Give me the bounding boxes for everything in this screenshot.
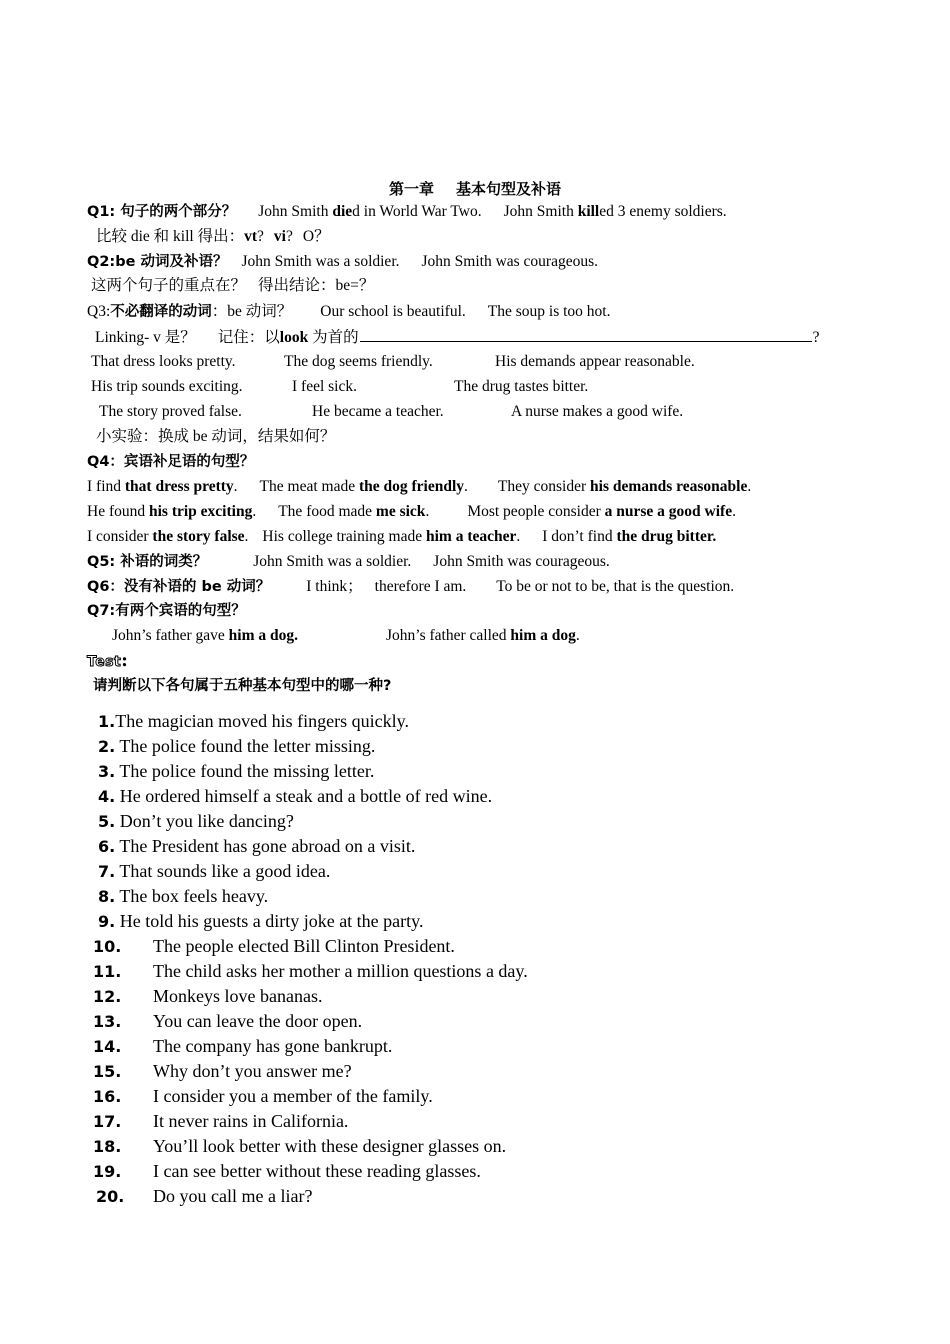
q6-label: Q6：没有补语的 be 动词？ <box>87 579 271 595</box>
list-item: 2. The police found the letter missing. <box>98 736 376 756</box>
q1-line: Q1: 句子的两个部分？ John Smith died in World War Two. John Smith killed 3 enemy soldiers. <box>87 203 727 220</box>
chapter-topic: 基本句型及补语 <box>456 180 562 198</box>
q4-line <box>87 452 254 472</box>
q2-label: Q2:be 动词及补语？ <box>87 254 228 270</box>
experiment-line: 小实验：换成 be 动词，结果如何？ <box>96 428 336 445</box>
two-object-line: John’s father gave him a dog. John’s father called him a dog. <box>112 627 580 644</box>
q3-line: Q3:不必翻译的动词：be 动词？ Our school is beautiful. The soup is too hot. <box>87 303 611 320</box>
test-label: Test： <box>87 654 136 670</box>
q5-label: Q5: 补语的词类？ <box>87 554 208 570</box>
list-item: 3. The police found the missing letter. <box>98 761 375 781</box>
list-item: 15. Why don’t you answer me? <box>93 1061 352 1081</box>
oc-row-3: I consider the story false. His college training made him a teacher. I don’t find the drug bitter. <box>87 528 717 545</box>
instruction: 请判断以下各句属于五种基本句型中的哪一种? <box>93 678 392 694</box>
list-item: 7. That sounds like a good idea. <box>98 861 331 881</box>
list-item: 6. The President has gone abroad on a visit. <box>98 836 416 856</box>
list-item: 12. Monkeys love bananas. <box>93 986 323 1006</box>
q2-line: Q2:be 动词及补语？ John Smith was a soldier. John Smith was courageous. <box>87 253 599 270</box>
q6-line: Q6：没有补语的 be 动词？ I think； therefore I am. To be or not to be, that is the question. <box>87 578 735 595</box>
list-item: 19. I can see better without these reading glasses. <box>93 1161 481 1181</box>
list-item: 8. The box feels heavy. <box>98 886 269 906</box>
list-item: 17. It never rains in California. <box>93 1111 349 1131</box>
linking-line: Linking- v 是？ 记住：以look 为首的 ? <box>95 329 820 346</box>
compare-line: 比较 die 和 kill 得出：vt? vi? O？ <box>96 228 330 245</box>
answer-blank[interactable] <box>360 327 812 342</box>
list-item: 5. Don’t you like dancing? <box>98 811 294 831</box>
q4-label: Q4：宾语补足语的句型？ <box>87 454 255 470</box>
list-item: 20. Do you call me a liar? <box>96 1186 313 1206</box>
list-item: 1.The magician moved his fingers quickly. <box>98 711 409 731</box>
oc-row-1: I find that dress pretty. The meat made the dog friendly. They consider his demands reasonable. <box>87 478 752 495</box>
list-item: 11. The child asks her mother a million questions a day. <box>93 961 528 981</box>
focus-line: 这两个句子的重点在？ 得出结论：be=？ <box>91 277 375 294</box>
list-item: 9. He told his guests a dirty joke at the party. <box>98 911 424 931</box>
list-item: 13. You can leave the door open. <box>93 1011 363 1031</box>
q7-label: Q7:有两个宾语的句型？ <box>87 603 246 619</box>
list-item: 16. I consider you a member of the family. <box>93 1086 433 1106</box>
list-item: 18. You’ll look better with these designer glasses on. <box>93 1136 507 1156</box>
list-item: 14. The company has gone bankrupt. <box>93 1036 393 1056</box>
list-item: 10. The people elected Bill Clinton President. <box>93 936 455 956</box>
q5-line: Q5: 补语的词类？ John Smith was a soldier. John Smith was courageous. <box>87 553 610 570</box>
oc-row-2: He found his trip exciting. The food made me sick. Most people consider a nurse a good wife. <box>87 503 736 520</box>
list-item: 4. He ordered himself a steak and a bottle of red wine. <box>98 786 493 806</box>
chapter-title <box>0 178 950 199</box>
q7-line <box>87 601 246 621</box>
chapter-number: 第一章 <box>388 180 434 198</box>
q1-label: Q1: 句子的两个部分？ <box>87 204 237 220</box>
instruction-line <box>93 676 391 696</box>
